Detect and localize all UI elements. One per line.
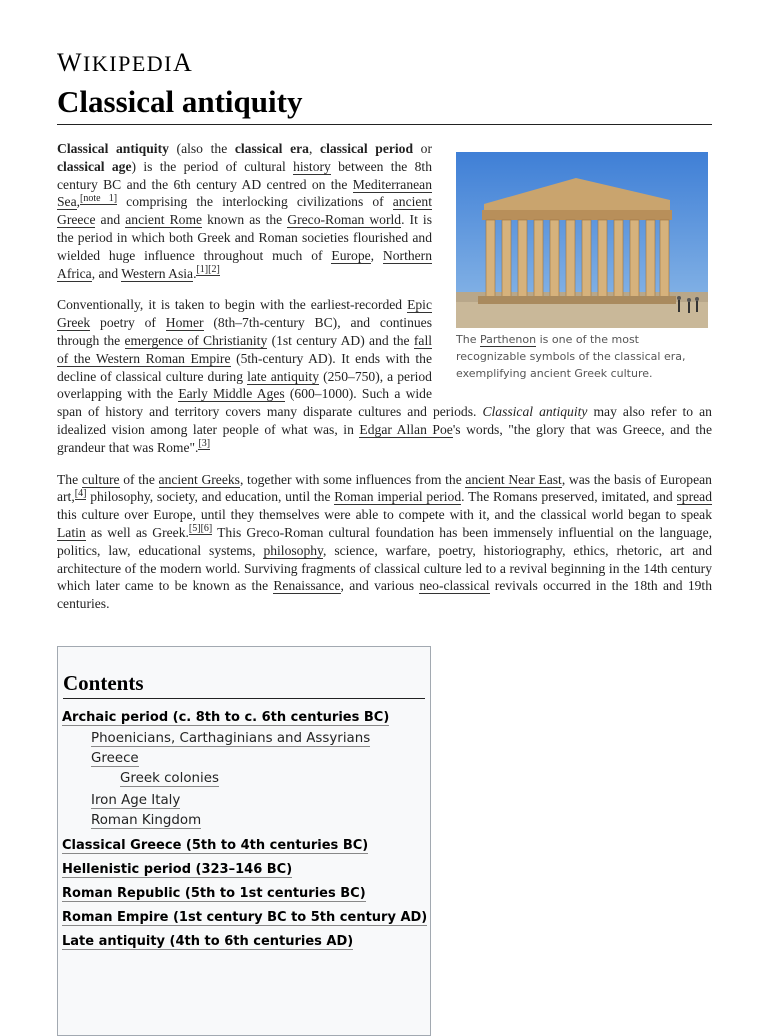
toc-item-classical-greece[interactable]: Classical Greece (5th to 4th centuries BC) bbox=[62, 838, 369, 853]
latin-link[interactable]: Latin bbox=[57, 524, 86, 540]
history-link[interactable]: history bbox=[293, 158, 331, 174]
parthenon-image[interactable] bbox=[456, 152, 708, 328]
article-body bbox=[57, 140, 712, 627]
note-1-ref[interactable]: [note 1] bbox=[80, 192, 118, 204]
citation-4[interactable]: [4] bbox=[74, 487, 87, 499]
citation-5-6[interactable]: [5][6] bbox=[188, 523, 213, 535]
epic-greek-link[interactable]: Epic Greek bbox=[57, 297, 432, 331]
second-paragraph: Conventionally, it is taken to begin with the earliest-recorded Epic Greek poetry of Homer (8th–7th-century BC), and continues through the emergence of Christianity (1st century AD) and the fall of the Western Roman Empire (5th-century AD). It ends with the decline of classical culture during late antiquity (250–750), a period overlapping with the Early Middle Ages (600–1000). Such a wide span of history and territory covers many disparate cultures and periods. Classical antiquity may also refer to an idealized vision among later people of what was, in Edgar Allan Poe's words, "the glory that was Greece, and the grandeur that was Rome".[3] bbox=[57, 297, 712, 455]
toc-list bbox=[62, 707, 430, 953]
toc-item-roman-kingdom[interactable]: Roman Kingdom bbox=[91, 813, 202, 828]
toc-item-greek-colonies[interactable]: Greek colonies bbox=[120, 771, 219, 786]
toc-item-roman-empire[interactable]: Roman Empire (1st century BC to 5th century AD) bbox=[62, 910, 428, 925]
toc-item-iron-age-italy[interactable]: Iron Age Italy bbox=[91, 793, 181, 808]
infobox bbox=[456, 152, 712, 382]
roman-imperial-period-link[interactable]: Roman imperial period bbox=[334, 489, 462, 505]
ancient-near-east-link[interactable]: ancient Near East bbox=[465, 471, 562, 487]
edgar-allan-poe-link[interactable]: Edgar Allan Poe bbox=[359, 421, 453, 437]
europe-link[interactable]: Europe bbox=[331, 247, 371, 263]
citation-3[interactable]: [3] bbox=[198, 438, 211, 450]
ancient-rome-link[interactable]: ancient Rome bbox=[125, 212, 203, 228]
ancient-greeks-link[interactable]: ancient Greeks bbox=[158, 471, 240, 487]
wikipedia-logo[interactable]: WIKIPEDIA bbox=[57, 48, 194, 77]
table-of-contents bbox=[57, 646, 431, 1036]
spread-link[interactable]: spread bbox=[676, 489, 712, 505]
toc-item-late-antiquity[interactable]: Late antiquity (4th to 6th centuries AD) bbox=[62, 934, 354, 949]
ancient-greece-link[interactable]: ancient Greece bbox=[57, 194, 432, 228]
homer-link[interactable]: Homer bbox=[165, 315, 204, 331]
toc-item-phoenicians[interactable]: Phoenicians, Carthaginians and Assyrians bbox=[91, 731, 371, 746]
greco-roman-world-link[interactable]: Greco-Roman world bbox=[287, 212, 402, 228]
mediterranean-sea-link[interactable]: Mediterranean Sea bbox=[57, 176, 432, 210]
northern-africa-link[interactable]: Northern Africa bbox=[57, 247, 432, 281]
western-asia-link[interactable]: Western Asia bbox=[121, 265, 194, 281]
neo-classical-link[interactable]: neo-classical bbox=[419, 578, 490, 594]
early-middle-ages-link[interactable]: Early Middle Ages bbox=[178, 386, 285, 402]
page-title: Classical antiquity bbox=[57, 84, 712, 125]
fall-of-western-roman-empire-link[interactable]: fall of the Western Roman Empire bbox=[57, 332, 433, 366]
intro-paragraph: Classical antiquity (also the classical era, classical period or classical age) is the period of cultural history between the 8th century BC and the 6th century AD centred on the Mediterranean Sea,[note 1] comprising the interlocking civilizations of ancient Greece and ancient Rome known as the Greco-Roman world. It is the period in which both Greek and Roman societies flourished and wielded huge influence throughout much of Europe, Northern Africa, and Western Asia.[1][2] bbox=[57, 141, 432, 281]
philosophy-link[interactable]: philosophy bbox=[263, 542, 323, 558]
toc-item-greece[interactable]: Greece bbox=[91, 751, 139, 766]
parthenon-link[interactable]: Parthenon bbox=[479, 333, 537, 346]
toc-title: Contents bbox=[63, 671, 425, 699]
third-paragraph: The culture of the ancient Greeks, together with some influences from the ancient Near East, was the basis of European art,[4] philosophy, society, and education, until the Roman imperial period. The Romans preserved, imitated, and spread this culture over Europe, until they themselves were able to compete with it, and the classical world began to speak Latin as well as Greek.[5][6] This Greco-Roman cultural foundation has been immensely influential on the language, politics, law, educational systems, philosophy, science, warfare, poetry, historiography, ethics, rhetoric, art and architecture of the modern world. Surviving fragments of classical culture led to a revival beginning in the 14th century which later came to be known as the Renaissance, and various neo-classical revivals occurred in the 18th and 19th centuries. bbox=[57, 471, 712, 612]
emergence-of-christianity-link[interactable]: emergence of Christianity bbox=[124, 332, 268, 348]
toc-item-hellenistic-period[interactable]: Hellenistic period (323–146 BC) bbox=[62, 862, 293, 877]
culture-link[interactable]: culture bbox=[81, 471, 120, 487]
image-caption: The Parthenon is one of the most recognizable symbols of the classical era, exemplifying ancient Greek culture. bbox=[456, 333, 686, 380]
renaissance-link[interactable]: Renaissance bbox=[273, 578, 341, 594]
toc-item-archaic-period[interactable]: Archaic period (c. 8th to c. 6th centuries BC) bbox=[62, 710, 390, 725]
late-antiquity-link[interactable]: late antiquity bbox=[247, 368, 320, 384]
toc-item-roman-republic[interactable]: Roman Republic (5th to 1st centuries BC) bbox=[62, 886, 366, 901]
citation-1-2[interactable]: [1][2] bbox=[196, 264, 220, 276]
